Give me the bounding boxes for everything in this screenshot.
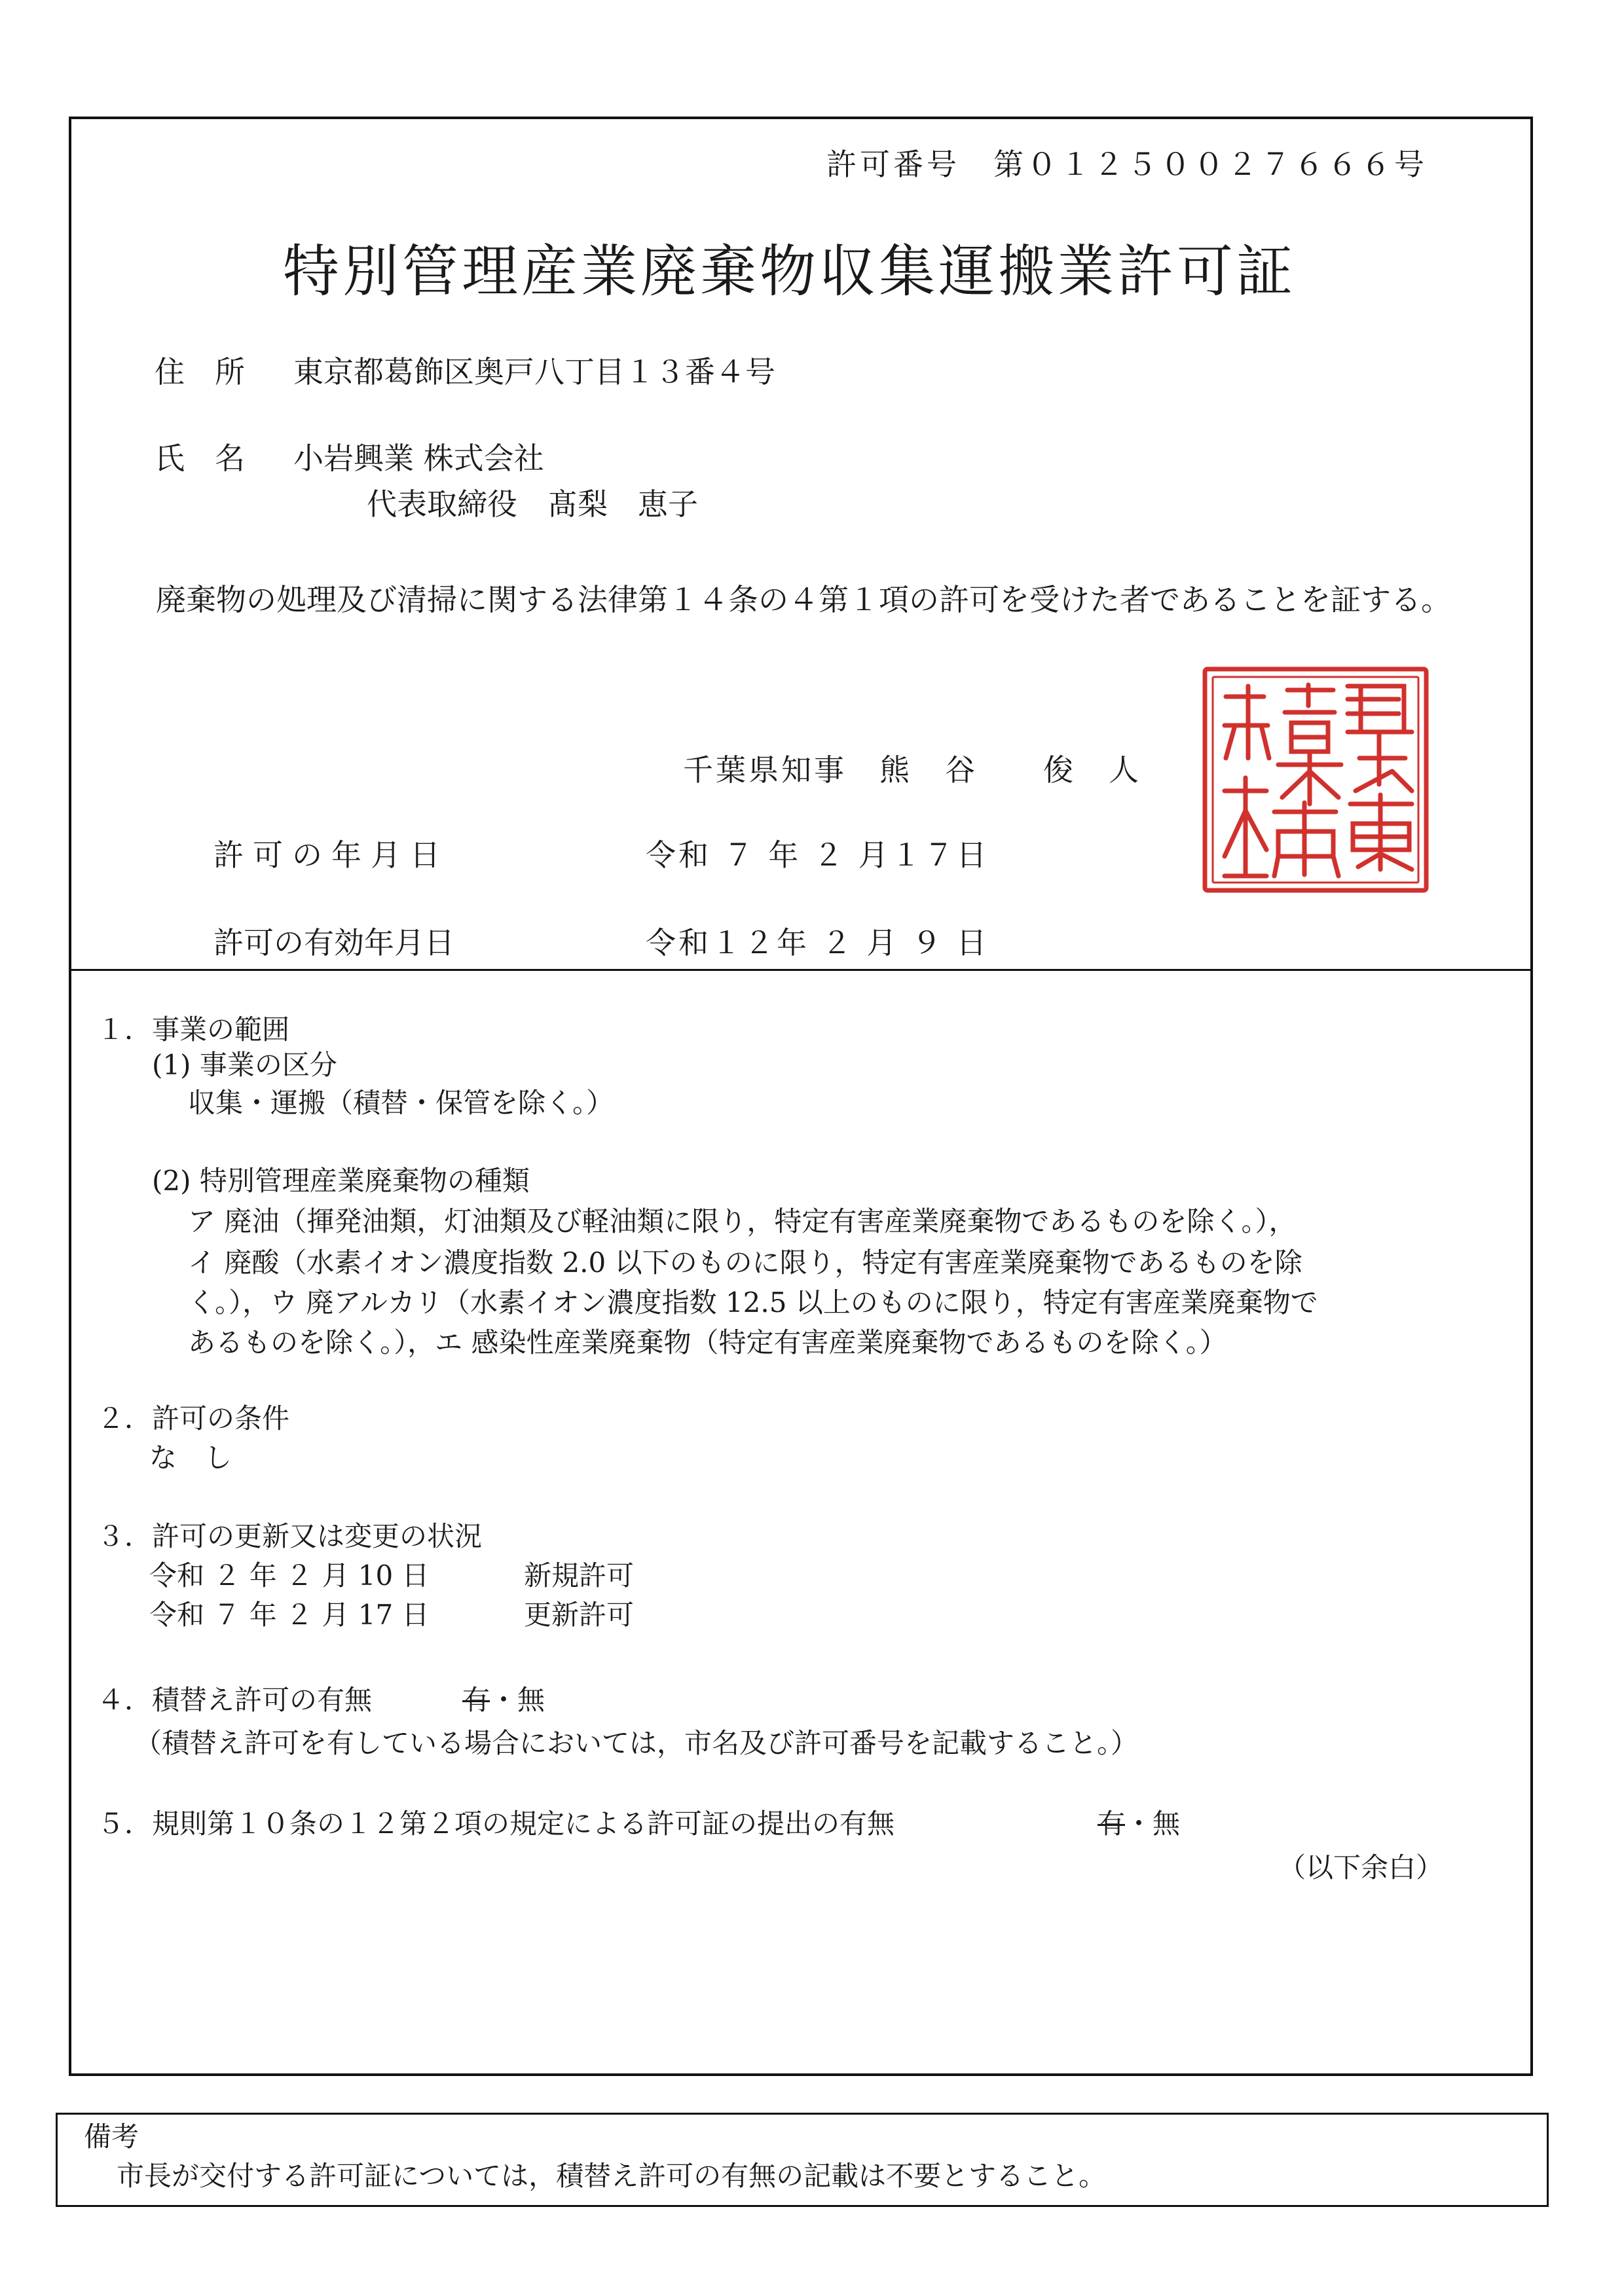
end-mark: （以下余白） [1278,1851,1444,1884]
section-4-heading: ４．積替え許可の有無 [97,1684,373,1716]
waste-types-line: ア 廃油（揮発油類，灯油類及び軽油類に限り，特定有害産業廃棄物であるものを除く。）， [188,1205,1297,1237]
transshipment-options [462,1686,545,1714]
remarks-heading: 備考 [84,2121,139,2153]
history-date: 令和 ２ 年 ２ 月 10 日 [149,1559,430,1592]
address-value: 東京都葛飾区奥戸八丁目１３番４号 [293,354,775,390]
option-yes-struck: 有 [462,1684,490,1716]
section-divider [69,969,1533,971]
name-label: 氏 名 [155,441,245,476]
section-1-heading: １．事業の範囲 [97,1013,290,1046]
option-no: 無 [517,1684,545,1716]
waste-types-line: イ 廃酸（水素イオン濃度指数 2.0 以下のものに限り，特定有害産業廃棄物であるものを除 [188,1247,1302,1279]
certification-statement: 廃棄物の処理及び清掃に関する法律第１４条の４第１項の許可を受けた者であることを証する。 [156,582,1451,617]
permit-number: 許可番号 第０１２５００２７６６６号 [826,147,1428,182]
section-1-sub2-heading: (2) 特別管理産業廃棄物の種類 [152,1165,530,1197]
option-separator: ・ [1125,1808,1153,1840]
submission-options [1098,1810,1180,1838]
waste-types-line: く。），ウ 廃アルカリ（水素イオン濃度指数 12.5 以上のものに限り，特定有害産業廃棄物で [188,1286,1318,1319]
option-yes-struck: 有 [1098,1808,1126,1840]
history-status: 新規許可 [524,1559,635,1592]
governor-name: 千葉県知事 熊 谷 俊 人 [683,752,1141,788]
valid-until-label: 許可の有効年月日 [213,925,454,960]
section-5-heading: ５．規則第１０条の１２第２項の規定による許可証の提出の有無 [97,1808,895,1840]
option-separator: ・ [490,1684,518,1716]
option-no: 無 [1153,1808,1181,1840]
company-name: 小岩興業 株式会社 [293,441,544,476]
waste-types-line: あるものを除く。），エ 感染性産業廃棄物（特定有害産業廃棄物であるものを除く。） [188,1326,1227,1358]
business-category: 収集・運搬（積替・保管を除く。） [188,1087,614,1119]
representative-name: 代表取締役 髙梨 恵子 [367,486,698,522]
section-1-sub1-heading: (1) 事業の区分 [152,1049,337,1081]
permit-date-label: 許可の年月日 [213,837,449,873]
address-label: 住 所 [155,354,245,390]
history-date: 令和 ７ 年 ２ 月 17 日 [149,1599,430,1631]
remarks-text: 市長が交付する許可証については，積替え許可の有無の記載は不要とすること。 [117,2160,1107,2192]
governor-seal-icon [1196,660,1435,900]
section-3-heading: ３．許可の更新又は変更の状況 [97,1520,483,1552]
permit-date-value: 令和 ７ 年 ２ 月１７日 [646,837,989,873]
section-2-heading: ２．許可の条件 [97,1402,290,1434]
valid-until-value: 令和１２年 ２ 月 ９ 日 [646,925,989,960]
history-status: 更新許可 [524,1599,635,1631]
permit-conditions: な し [149,1442,232,1474]
section-4-note: （積替え許可を有している場合においては，市名及び許可番号を記載すること。） [134,1727,1139,1759]
certificate-title: 特別管理産業廃棄物収集運搬業許可証 [283,239,1296,304]
